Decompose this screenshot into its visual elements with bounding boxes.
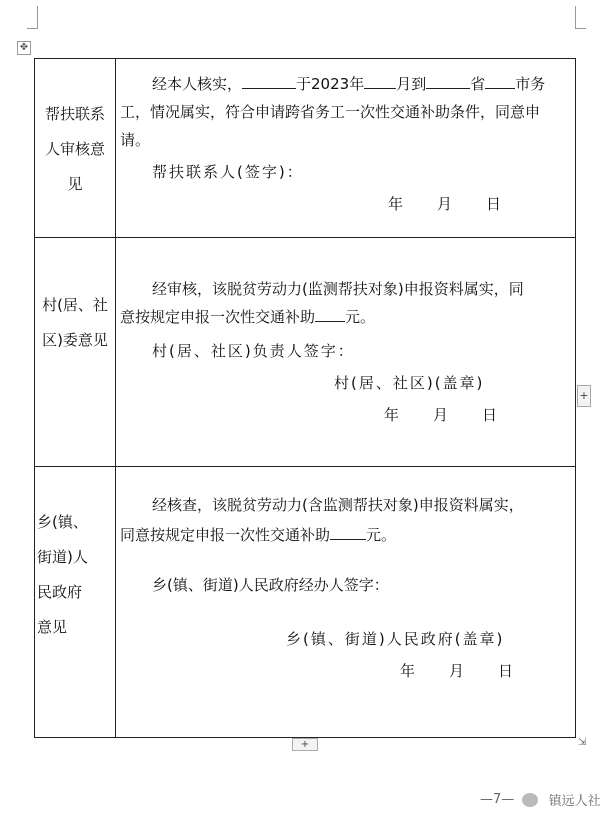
page-corner-mark-left [27,6,38,29]
label-village-review [35,238,116,467]
township-signer: 乡(镇、街道)人民政府经办人签字： [152,576,389,594]
label-line: 区)委意见 [42,331,108,349]
blank-province[interactable] [426,72,470,89]
label-line: 意见 [37,618,68,636]
village-line-1: 经审核，该脱贫劳动力(监测帮扶对象)申报资料属实，同 [152,280,524,298]
village-date: 年 月 日 [384,406,498,424]
wechat-logo-icon [522,793,538,807]
label-line: 人审核意 [44,140,105,158]
label-township-review [35,467,116,738]
table-row-township-review [35,467,576,738]
content-village-review[interactable] [116,238,576,467]
village-line-2: 意按规定申报一次性交通补助 元。 [120,303,571,331]
page-corner-mark-right [575,6,586,29]
insert-column-plus-icon[interactable]: + [292,738,318,751]
label-line: 帮扶联系 [44,105,105,123]
village-signer: 村(居、社区)负责人签字： [152,342,355,360]
village-seal: 村(居、社区)(盖章) [334,374,485,392]
table-row-contact-review [35,59,576,238]
label-line: 街道)人 [37,548,88,566]
table-resize-handle-icon[interactable]: ⇲ [578,737,587,748]
contact-date: 年 月 日 [388,195,502,213]
content-contact-review[interactable] [116,59,576,238]
label-line: 村(居、社 [42,296,108,314]
blank-city[interactable] [485,72,515,89]
blank-amount[interactable] [315,305,345,322]
watermark-text: 镇远人社 [548,794,601,809]
blank-name[interactable] [242,72,296,89]
label-line: 民政府 [37,583,83,601]
blank-month[interactable] [364,72,396,89]
footer-watermark [480,790,601,809]
township-date: 年 月 日 [400,662,514,680]
blank-amount[interactable] [330,523,366,540]
contact-line-3: 请。 [120,131,151,149]
contact-line-2: 工，情况属实，符合申请跨省务工一次性交通补助条件，同意申 [120,103,541,121]
township-line-2: 同意按规定申报一次性交通补助 元。 [120,521,571,549]
review-opinion-table [34,58,576,738]
township-seal: 乡(镇、街道)人民政府(盖章) [286,630,505,648]
contact-line-1: 经本人核实， 于2023年 月到 省 市务 [120,70,571,98]
township-line-1: 经核查，该脱贫劳动力(含监测帮扶对象)申报资料属实， [152,496,524,514]
label-line: 乡(镇、 [37,513,88,531]
label-contact-review [35,59,116,238]
page-number: —7— [480,792,515,807]
contact-signer: 帮扶联系人(签字)： [152,163,304,181]
table-move-handle-icon[interactable]: ✥ [17,41,31,55]
label-line: 见 [67,175,83,193]
insert-row-plus-icon[interactable]: + [577,385,591,407]
content-township-review[interactable] [116,467,576,738]
table-row-village-review [35,238,576,467]
